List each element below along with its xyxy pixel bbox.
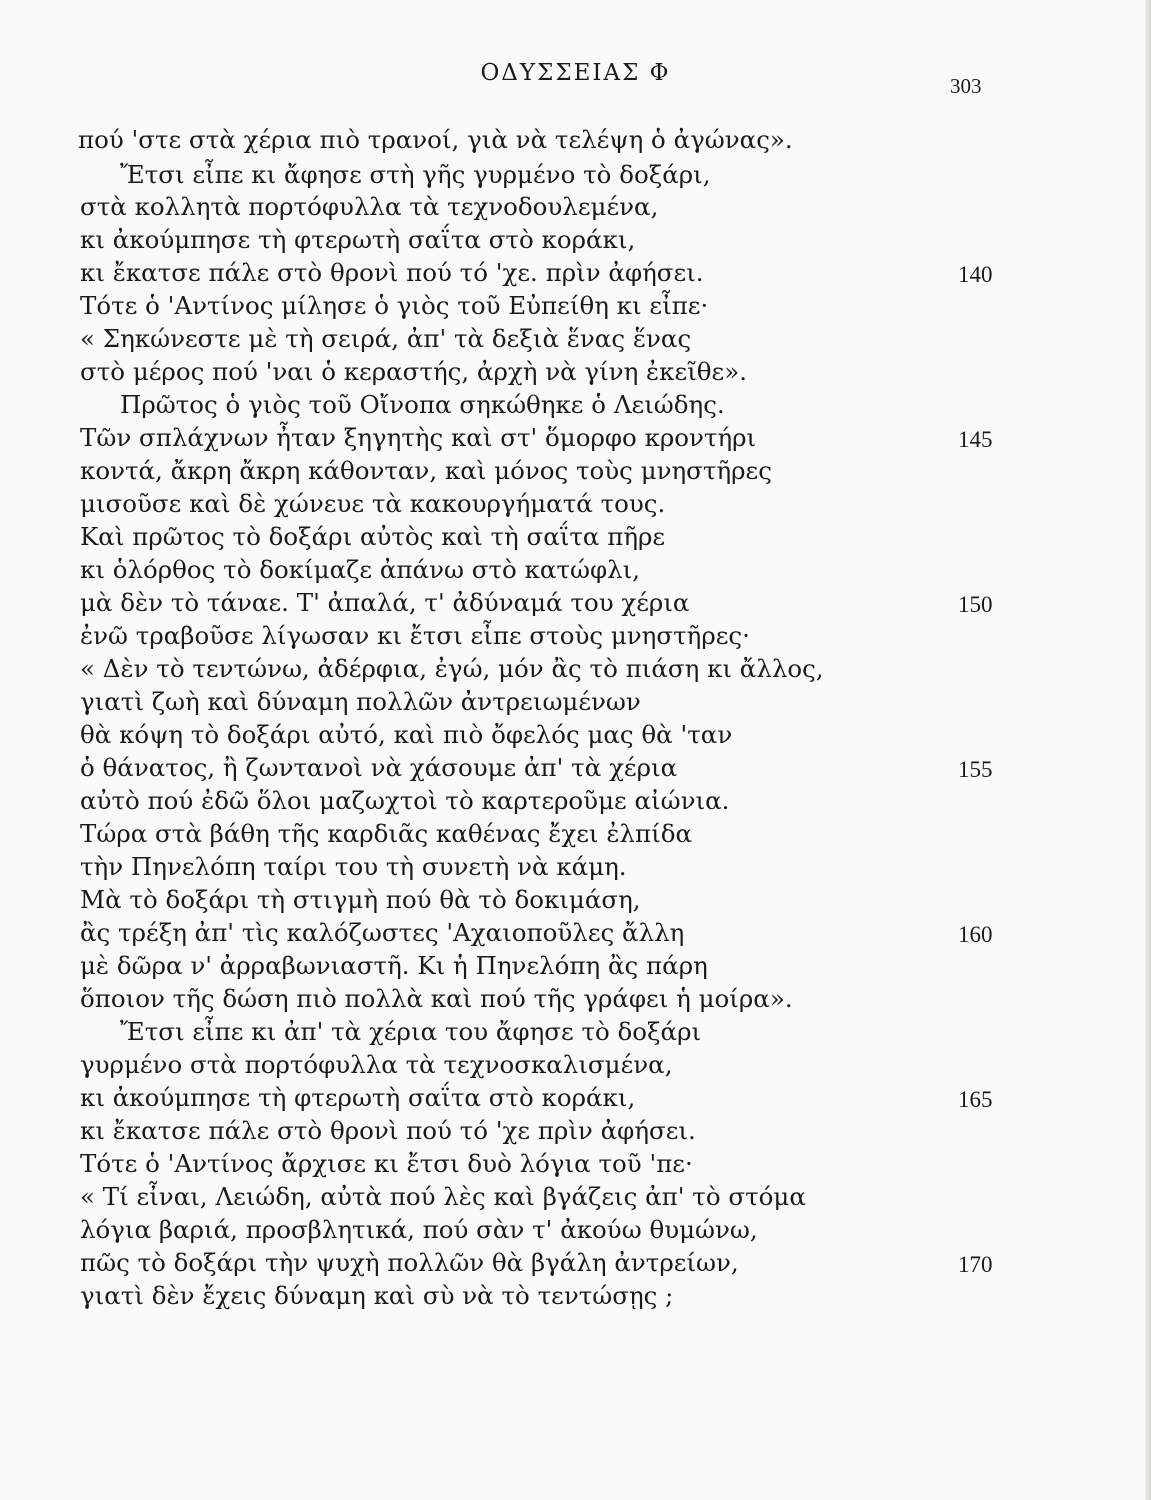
verse-text: « Τί εἶναι, Λειώδη, αὐτὰ πού λὲς καὶ βγάζεις ἀπ' τὸ στόμα — [80, 1182, 806, 1211]
verse-text: γιατὶ ζωὴ καὶ δύναμη πολλῶν ἀντρειωμένων — [80, 687, 641, 716]
running-head-title: ΟΔΥΣΣΕΙΑΣ Φ — [480, 60, 671, 86]
verse-text: ὅποιον τῆς δώση πιὸ πολλὰ καὶ πού τῆς γράφει ἡ μοίρα». — [80, 984, 793, 1013]
verse-text: κι ἔκατσε πάλε στὸ θρονὶ πού τό 'χε πρὶν ἀφήσει. — [80, 1116, 696, 1145]
verse-text: κι ἀκούμπησε τὴ φτερωτὴ σαΐτα στὸ κοράκι, — [80, 1083, 636, 1112]
verse-text: μὲ δῶρα ν' ἀρραβωνιαστῆ. Κι ἡ Πηνελόπη ἂς πάρη — [80, 951, 708, 980]
verse-text: πῶς τὸ δοξάρι τὴν ψυχὴ πολλῶν θὰ βγάλη ἀντρείων, — [80, 1248, 739, 1277]
line-number: 160 — [958, 922, 993, 947]
verse-text: Τώρα στὰ βάθη τῆς καρδιᾶς καθένας ἔχει ἐλπίδα — [80, 819, 693, 848]
verse-text: λόγια βαριά, προσβλητικά, πού σὰν τ' ἀκούω θυμώνω, — [80, 1215, 758, 1244]
verse-text: « Δὲν τὸ τεντώνω, ἀδέρφια, ἐγώ, μόν ἂς τὸ πιάση κι ἄλλος, — [80, 654, 824, 683]
verse-text: Μὰ τὸ δοξάρι τὴ στιγμὴ πού θὰ τὸ δοκιμάση, — [80, 885, 641, 914]
verse-text: γιατὶ δὲν ἔχεις δύναμη καὶ σὺ νὰ τὸ τεντώσῃς ; — [80, 1281, 674, 1310]
line-number: 145 — [958, 427, 993, 452]
verse-text: κοντά, ἄκρη ἄκρη κάθονταν, καὶ μόνος τοὺς μνηστῆρες — [80, 456, 772, 485]
line-number: 165 — [958, 1087, 993, 1112]
verse-text: αὐτὸ πού ἐδῶ ὅλοι μαζωχτοὶ τὸ καρτεροῦμε αἰώνια. — [80, 786, 730, 815]
verse-text: « Σηκώνεστε μὲ τὴ σειρά, ἀπ' τὰ δεξιὰ ἕνας ἕνας — [80, 324, 692, 353]
verse-text: ὁ θάνατος, ἢ ζωντανοὶ νὰ χάσουμε ἀπ' τὰ χέρια — [80, 753, 678, 782]
verse-text: Τῶν σπλάχνων ἦταν ξηγητὴς καὶ στ' ὅμορφο κροντήρι — [80, 423, 757, 452]
verse-text: κι ἔκατσε πάλε στὸ θρονὶ πού τό 'χε. πρὶν ἀφήσει. — [80, 258, 704, 287]
verse-text: Ἔτσι εἶπε κι ἄφησε στὴ γῆς γυρμένο τὸ δοξάρι, — [120, 160, 711, 189]
verse-text: Πρῶτος ὁ γιὸς τοῦ Οἴνοπα σηκώθηκε ὁ Λειώδης. — [120, 390, 725, 419]
verse-text: Τότε ὁ 'Αντίνος ἄρχισε κι ἔτσι δυὸ λόγια τοῦ 'πε· — [80, 1149, 693, 1178]
verse-text: στὸ μέρος πού 'ναι ὁ κεραστής, ἀρχὴ νὰ γίνη ἐκεῖθε». — [80, 357, 748, 386]
verse-text: ἐνῶ τραβοῦσε λίγωσαν κι ἔτσι εἶπε στοὺς μνηστῆρες· — [80, 621, 750, 650]
page-number: 303 — [950, 74, 982, 98]
verse-text: Καὶ πρῶτος τὸ δοξάρι αὐτὸς καὶ τὴ σαΐτα πῆρε — [80, 522, 666, 551]
verse-text: θὰ κόψη τὸ δοξάρι αὐτό, καὶ πιὸ ὄφελός μας θὰ 'ταν — [80, 720, 733, 749]
line-number: 155 — [958, 757, 993, 782]
verse-text: κι ὁλόρθος τὸ δοκίμαζε ἀπάνω στὸ κατώφλι, — [80, 555, 641, 584]
verse-text: κι ἀκούμπησε τὴ φτερωτὴ σαΐτα στὸ κοράκι, — [80, 225, 636, 254]
verse-text: ἂς τρέξη ἀπ' τὶς καλόζωστες 'Αχαιοποῦλες ἄλλη — [80, 918, 685, 947]
verse-text: Τότε ὁ 'Αντίνος μίλησε ὁ γιὸς τοῦ Εὐπείθη κι εἶπε· — [80, 291, 709, 320]
verse-text: τὴν Πηνελόπη ταίρι του τὴ συνετὴ νὰ κάμη. — [80, 852, 627, 881]
verse-text: μὰ δὲν τὸ τάναε. Τ' ἀπαλά, τ' ἀδύναμά του χέρια — [80, 588, 690, 617]
page-edge — [1145, 0, 1151, 1500]
line-number: 140 — [958, 262, 993, 287]
verse-text: πού 'στε στὰ χέρια πιὸ τρανοί, γιὰ νὰ τελέψη ὁ ἀγώνας». — [78, 125, 793, 154]
line-number: 150 — [958, 592, 993, 617]
verse-text: Ἔτσι εἶπε κι ἀπ' τὰ χέρια του ἄφησε τὸ δοξάρι — [120, 1017, 702, 1046]
verse-text: στὰ κολλητὰ πορτόφυλλα τὰ τεχνοδουλεμένα, — [80, 192, 659, 221]
verse-text: γυρμένο στὰ πορτόφυλλα τὰ τεχνοσκαλισμένα, — [80, 1050, 673, 1079]
verse-text: μισοῦσε καὶ δὲ χώνευε τὰ κακουργήματά τους. — [80, 489, 666, 518]
line-number: 170 — [958, 1252, 993, 1277]
